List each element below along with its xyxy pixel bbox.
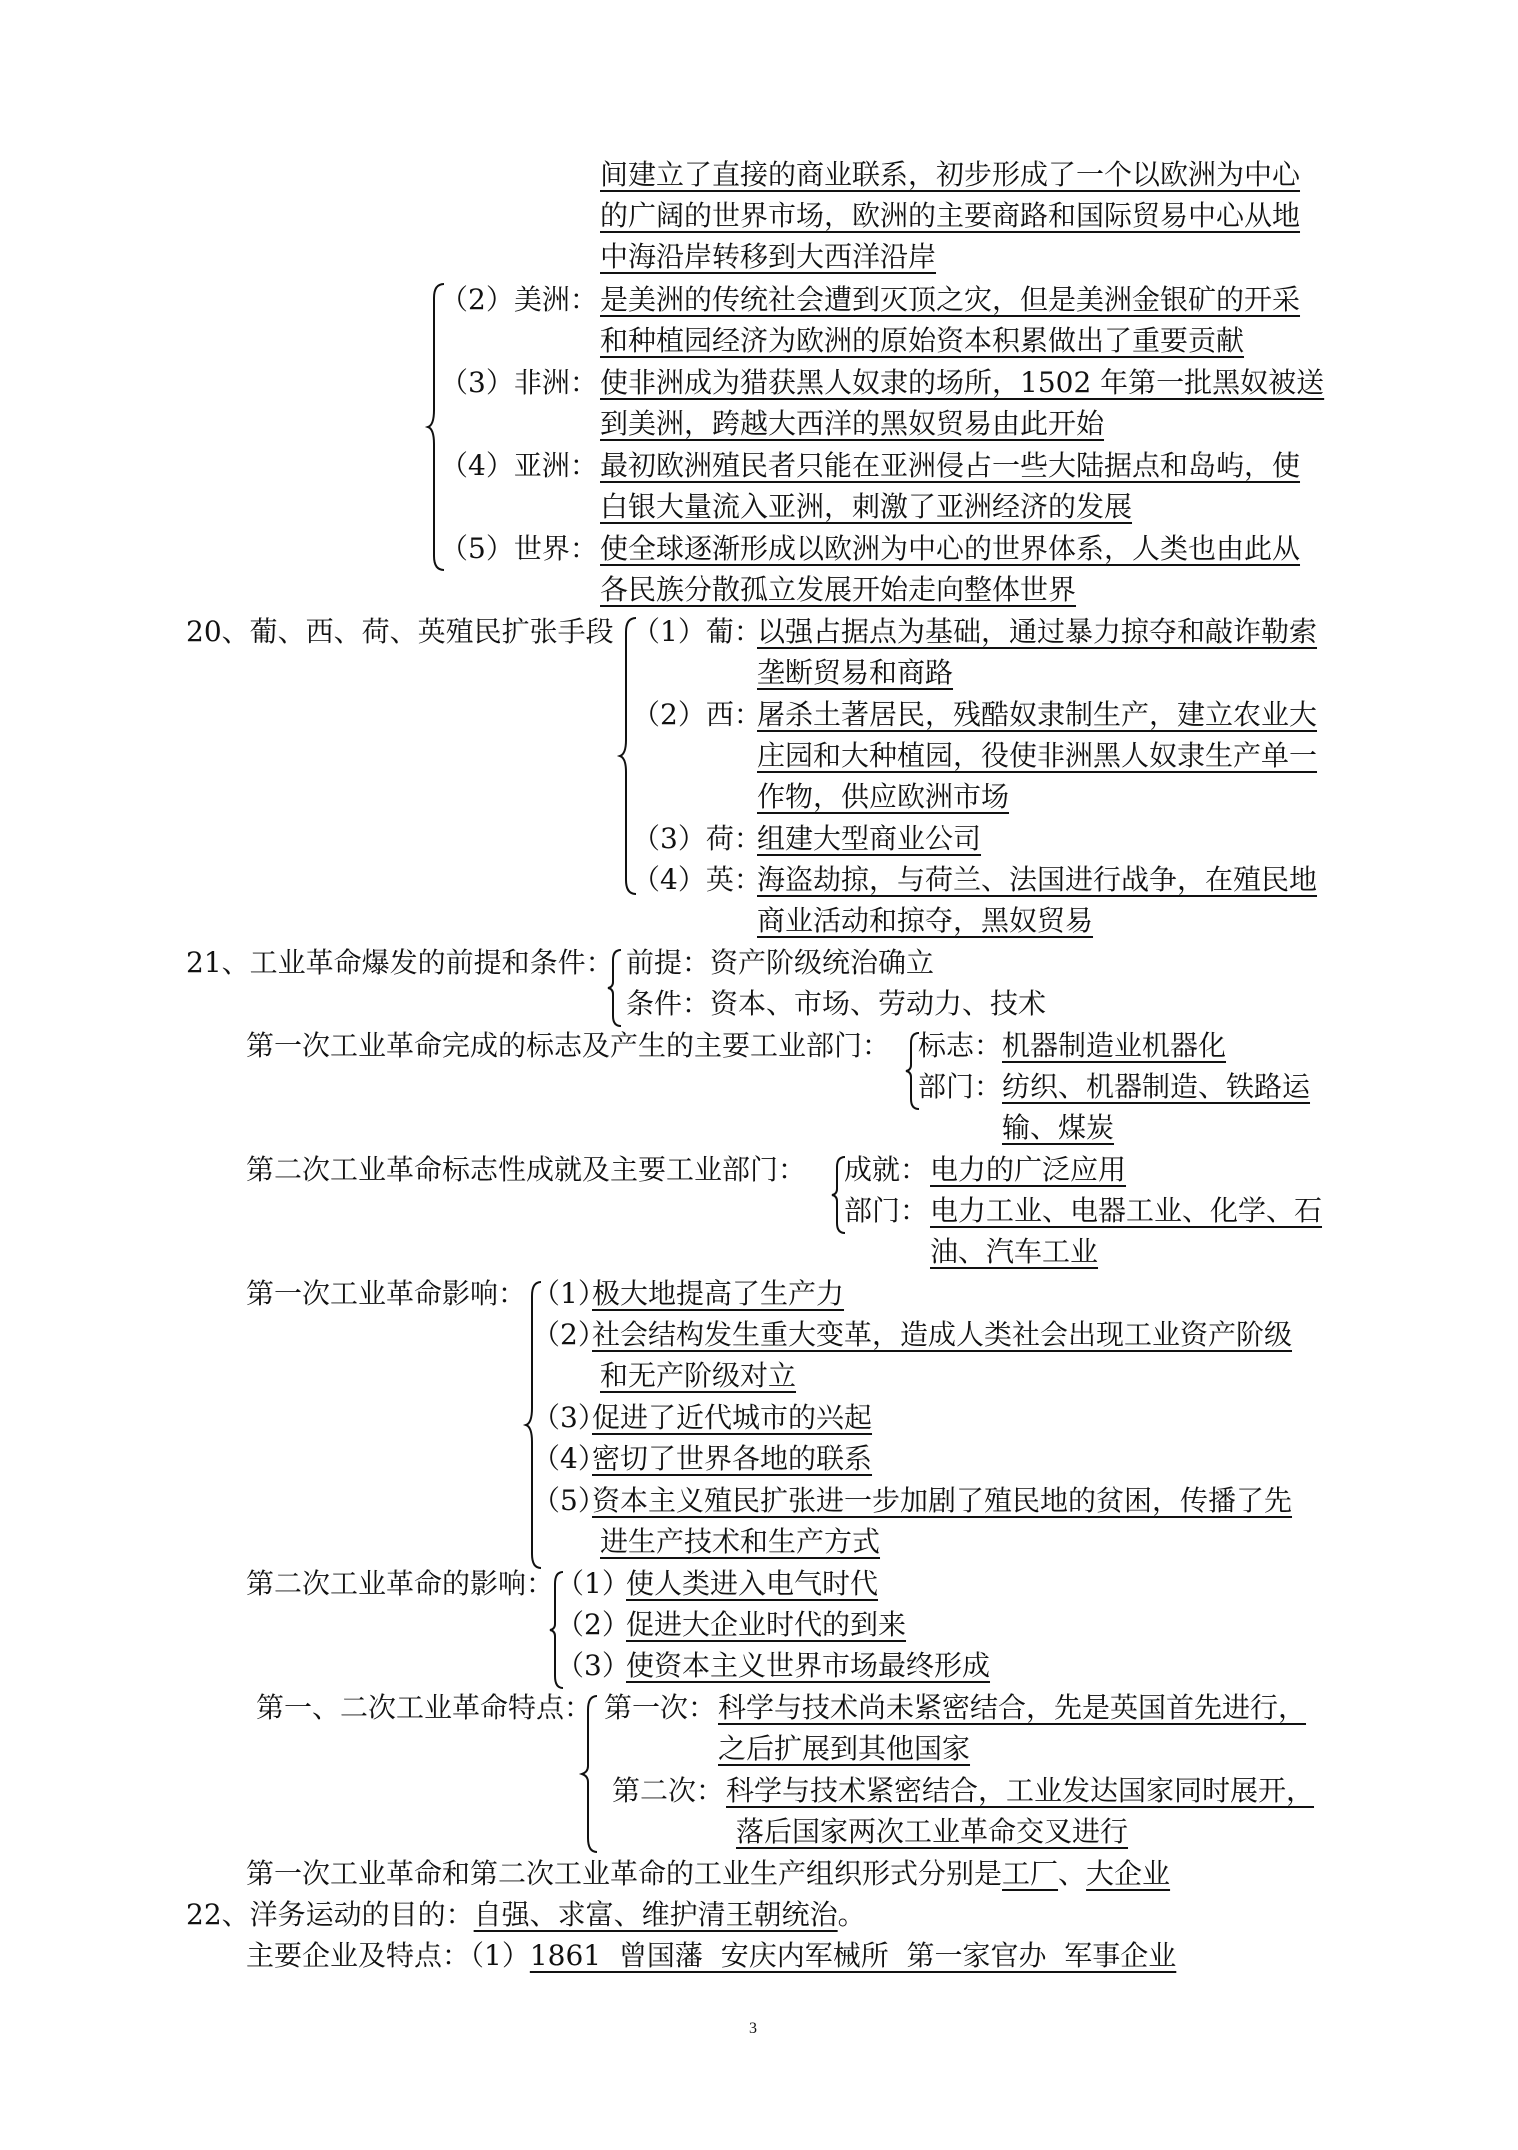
effect-africa-label: （3）非洲： — [440, 366, 598, 399]
first-impact-title: 第一次工业革命影响： — [246, 1277, 527, 1310]
second-impact-3-num: （3） — [556, 1649, 630, 1682]
q20-england-line-1: 海盗劫掠，与荷兰、法国进行战争，在殖民地 — [757, 863, 1318, 896]
effect-asia-line-2: 白银大量流入亚洲，刺激了亚洲经济的发展 — [600, 490, 1133, 523]
first-mark-title: 第一次工业革命完成的标志及产生的主要工业部门： — [246, 1029, 891, 1062]
q20-portugal-line-1: 以强占据点为基础，通过暴力掠夺和敲诈勒索 — [757, 615, 1318, 648]
first-dept-line-2: 输、煤炭 — [1002, 1111, 1115, 1144]
second-impact-1-num: （1） — [556, 1567, 630, 1600]
second-impact-title: 第二次工业革命的影响： — [246, 1567, 555, 1600]
q20-england-line-2: 商业活动和掠夺，黑奴贸易 — [757, 904, 1094, 937]
feature-brace — [582, 1694, 600, 1854]
q21-condition: 条件：资本、市场、劳动力、技术 — [626, 987, 1047, 1020]
effect-asia-line-1: 最初欧洲殖民者只能在亚洲侵占一些大陆据点和岛屿，使 — [600, 449, 1301, 482]
effect-america-line-1: 是美洲的传统社会遭到灭顶之灾，但是美洲金银矿的开采 — [600, 283, 1301, 316]
q20-spain-line-1: 屠杀土著居民，残酷奴隶制生产，建立农业大 — [757, 698, 1318, 731]
q20-portugal-line-2: 垄断贸易和商路 — [757, 656, 954, 689]
page-number: 3 — [749, 2020, 757, 2037]
second-mark-title: 第二次工业革命标志性成就及主要工业部门： — [246, 1153, 807, 1186]
q21-brace — [608, 948, 624, 1028]
org-factory: 工厂 — [1002, 1857, 1059, 1890]
q21-premise: 前提：资产阶级统治确立 — [626, 946, 935, 979]
effect-world-label: （5）世界： — [440, 532, 598, 565]
q20-spain-line-3: 作物，供应欧洲市场 — [757, 780, 1010, 813]
first-mark-label: 标志： — [918, 1029, 1003, 1062]
q20-spain-line-2: 庄园和大种植园，役使非洲黑人奴隶生产单一 — [757, 739, 1318, 772]
first-dept-label: 部门： — [918, 1070, 1003, 1103]
effect-world-line-1: 使全球逐渐形成以欧洲为中心的世界体系，人类也由此从 — [600, 532, 1301, 565]
intro-line-3: 中海沿岸转移到大西洋沿岸 — [600, 240, 937, 273]
feature-first-line-1: 科学与技术尚未紧密结合，先是英国首先进行， — [718, 1691, 1307, 1724]
feature-first-label: 第一次： — [604, 1691, 717, 1724]
feature-second-line-2: 落后国家两次工业革命交叉进行 — [736, 1815, 1129, 1848]
first-impact-4-line-1: 密切了世界各地的联系 — [592, 1442, 873, 1475]
org-big-enterprise: 大企业 — [1086, 1857, 1171, 1890]
effect-asia-label: （4）亚洲： — [440, 449, 598, 482]
first-mark-value: 机器制造业机器化 — [1002, 1029, 1227, 1062]
q20-portugal-label: （1）葡： — [632, 615, 762, 648]
first-impact-1-num: （1） — [532, 1277, 606, 1310]
second-dept-line-1: 电力工业、电器工业、化学、石 — [930, 1194, 1323, 1227]
first-impact-3-num: （3） — [532, 1401, 606, 1434]
second-impact-3-line-1: 使资本主义世界市场最终形成 — [626, 1649, 991, 1682]
org-text: 第一次工业革命和第二次工业革命的工业生产组织形式分别是 — [246, 1857, 1003, 1890]
q20-title: 20、葡、西、荷、英殖民扩张手段 — [186, 615, 614, 648]
second-impact-1-line-1: 使人类进入电气时代 — [626, 1567, 879, 1600]
first-dept-line-1: 纺织、机器制造、铁路运 — [1002, 1070, 1311, 1103]
feature-title: 第一、二次工业革命特点： — [256, 1691, 593, 1724]
q22-line: 22、洋务运动的目的：自强、求富、维护清王朝统治。 — [186, 1898, 866, 1931]
effects-brace — [428, 282, 448, 572]
second-ach-label: 成就： — [844, 1153, 929, 1186]
effect-africa-line-2: 到美洲，跨越大西洋的黑奴贸易由此开始 — [600, 407, 1105, 440]
feature-second-line-1: 科学与技术紧密结合，工业发达国家同时展开， — [726, 1774, 1315, 1807]
first-impact-3-line-1: 促进了近代城市的兴起 — [592, 1401, 873, 1434]
q20-netherlands-label: （3）荷： — [632, 822, 762, 855]
q22-enterprise-label: 主要企业及特点：（1） — [246, 1939, 530, 1972]
second-impact-2-line-1: 促进大企业时代的到来 — [626, 1608, 907, 1641]
second-dept-label: 部门： — [844, 1194, 929, 1227]
q21-title: 21、工业革命爆发的前提和条件： — [186, 946, 614, 979]
feature-first-line-2: 之后扩展到其他国家 — [718, 1732, 971, 1765]
q22-title: 22、洋务运动的目的： — [186, 1898, 474, 1931]
effect-africa-line-1: 使非洲成为猎获黑人奴隶的场所，1502 年第一批黑奴被送 — [600, 366, 1325, 399]
second-dept-line-2: 油、汽车工业 — [930, 1235, 1099, 1268]
intro-line-1: 间建立了直接的商业联系，初步形成了一个以欧洲为中心 — [600, 158, 1301, 191]
second-ach-value: 电力的广泛应用 — [930, 1153, 1127, 1186]
q20-england-label: （4）英： — [632, 863, 762, 896]
first-impact-4-num: （4） — [532, 1442, 606, 1475]
second-impact-2-num: （2） — [556, 1608, 630, 1641]
q22-purpose: 自强、求富、维护清王朝统治 — [473, 1898, 838, 1931]
first-impact-5-num: （5） — [532, 1484, 606, 1517]
effect-world-line-2: 各民族分散孤立发展开始走向整体世界 — [600, 573, 1077, 606]
first-impact-1-line-1: 极大地提高了生产力 — [592, 1277, 845, 1310]
org-separator: 、 — [1058, 1857, 1087, 1890]
first-impact-2-num: （2） — [532, 1318, 606, 1351]
feature-second-label: 第二次： — [612, 1774, 725, 1807]
effect-america-label: （2）美洲： — [440, 283, 598, 316]
org-line — [246, 1856, 1170, 1892]
first-impact-2-line-1: 社会结构发生重大变革，造成人类社会出现工业资产阶级 — [592, 1318, 1293, 1351]
first-impact-5-line-2: 进生产技术和生产方式 — [600, 1525, 881, 1558]
first-impact-2-line-2: 和无产阶级对立 — [600, 1359, 797, 1392]
first-impact-5-line-1: 资本主义殖民扩张进一步加剧了殖民地的贫困，传播了先 — [592, 1484, 1293, 1517]
q20-spain-label: （2）西： — [632, 698, 762, 731]
q20-netherlands-line-1: 组建大型商业公司 — [757, 822, 982, 855]
q22-enterprise-line — [246, 1938, 1176, 1974]
q22-enterprise-value: 1861 曾国藩 安庆内军械所 第一家官办 军事企业 — [529, 1939, 1177, 1972]
intro-line-2: 的广阔的世界市场，欧洲的主要商路和国际贸易中心从地 — [600, 199, 1301, 232]
effect-america-line-2: 和种植园经济为欧洲的原始资本积累做出了重要贡献 — [600, 324, 1245, 357]
